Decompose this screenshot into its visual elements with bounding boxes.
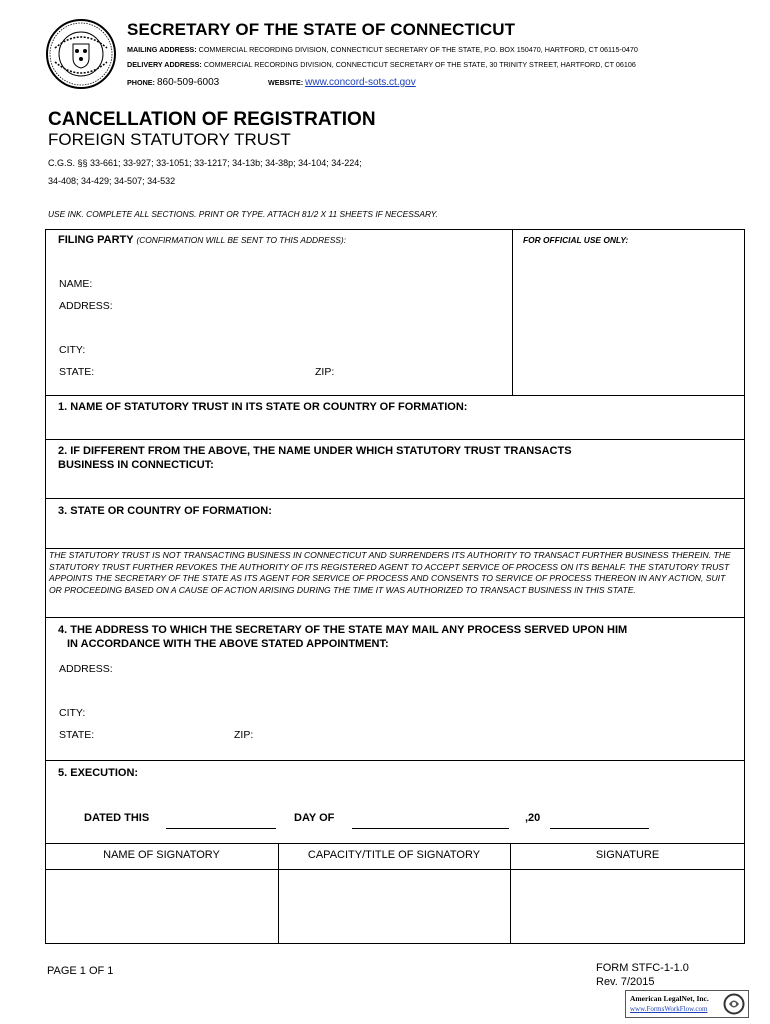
section-2-label-line-1: 2. IF DIFFERENT FROM THE ABOVE, THE NAME UNDER WHICH STATUTORY TRUST TRANSACTS <box>58 445 572 457</box>
form-title: CANCELLATION OF REGISTRATION <box>48 109 376 130</box>
publisher-logo <box>625 990 749 1018</box>
filing-party-note: (CONFIRMATION WILL BE SENT TO THIS ADDRESS): <box>136 235 346 245</box>
column-header-signature: SIGNATURE <box>595 849 660 861</box>
statute-citation-line-2: 34-408; 34-429; 34-507; 34-532 <box>48 176 176 186</box>
dated-month-field[interactable] <box>352 828 509 829</box>
filing-address-label: ADDRESS: <box>59 300 113 312</box>
section-2-label-line-2: BUSINESS IN CONNECTICUT: <box>58 459 214 471</box>
divider <box>45 760 745 761</box>
process-state-label: STATE: <box>59 729 95 741</box>
publisher-name: American LegalNet, Inc. <box>630 994 709 1003</box>
signatory-capacity-cell[interactable] <box>279 870 510 943</box>
statute-citation-line-1: C.G.S. §§ 33-661; 33-927; 33-1051; 33-1217; 34-13b; 34-38p; 34-104; 34-224; <box>48 158 362 168</box>
website-label: WEBSITE: <box>268 78 304 87</box>
website-link[interactable]: www.concord-sots.ct.gov <box>305 77 416 88</box>
signatory-signature-cell[interactable] <box>511 870 744 943</box>
filing-city-label: CITY: <box>59 344 86 356</box>
authority-surrender-statement: THE STATUTORY TRUST IS NOT TRANSACTING BUSINESS IN CONNECTICUT AND SURRENDERS ITS AUTHORITY TO TRANSACT FURTHER BUSINESS THEREIN. THE STATUTORY TRUST FURTHER REVOKES THE AUTHORITY OF ITS REGISTERED AGENT TO ACCEPT SERVICE OF PROCESS ON ITS BEHALF. THE STATUTORY TRUST APPOINTS THE SECRETARY OF THE STATE AS ITS AGENT FOR SERVICE OF PROCESS AND CONSENTS TO SERVICE OF PROCESS THEREON IN ANY ACTION, SUIT OR PROCEEDING BASED ON A CAUSE OF ACTION ARISING DURING THE TIME IT WAS AUTHORIZED TO TRANSACT BUSINESS IN THIS STATE. <box>49 550 731 596</box>
filing-party-label: FILING PARTY <box>58 234 134 246</box>
form-revision: Rev. 7/2015 <box>596 976 655 988</box>
process-city-label: CITY: <box>59 707 86 719</box>
column-header-capacity: CAPACITY/TITLE OF SIGNATORY <box>307 849 481 861</box>
dated-year-field[interactable] <box>550 828 649 829</box>
section-3-label: 3. STATE OR COUNTRY OF FORMATION: <box>58 505 272 517</box>
publisher-url[interactable]: www.FormsWorkFlow.com <box>630 1005 708 1013</box>
section-5-label: 5. EXECUTION: <box>58 767 139 779</box>
mailing-address-value: COMMERCIAL RECORDING DIVISION, CONNECTICUT SECRETARY OF THE STATE, P.O. BOX 150470, HARTFORD, CT 06115-0470 <box>198 45 638 54</box>
signatory-name-cell[interactable] <box>46 870 278 943</box>
section-1-label: 1. NAME OF STATUTORY TRUST IN ITS STATE OR COUNTRY OF FORMATION: <box>58 401 468 413</box>
divider <box>45 498 745 499</box>
agency-title: SECRETARY OF THE STATE OF CONNECTICUT <box>127 20 516 39</box>
mailing-address-label: MAILING ADDRESS: <box>127 45 197 54</box>
delivery-address-value: COMMERCIAL RECORDING DIVISION, CONNECTICUT SECRETARY OF THE STATE, 30 TRINITY STREET, HARTFORD, CT 06106 <box>203 60 636 69</box>
publisher-emblem-icon <box>723 993 745 1015</box>
form-subtitle: FOREIGN STATUTORY TRUST <box>48 130 291 149</box>
process-zip-label: ZIP: <box>234 729 254 741</box>
filing-zip-label: ZIP: <box>315 366 335 378</box>
official-use-label: FOR OFFICIAL USE ONLY: <box>523 235 629 245</box>
dated-this-label: DATED THIS <box>84 812 150 824</box>
delivery-address-label: DELIVERY ADDRESS: <box>127 60 202 69</box>
form-number: FORM STFC-1-1.0 <box>596 962 689 974</box>
divider <box>45 395 745 396</box>
section-4-label-line-1: 4. THE ADDRESS TO WHICH THE SECRETARY OF THE STATE MAY MAIL ANY PROCESS SERVED UPON HIM <box>58 624 628 636</box>
website-line <box>268 77 416 88</box>
filing-party-heading <box>58 234 346 246</box>
divider <box>45 548 745 549</box>
phone-line <box>127 77 219 88</box>
column-header-name: NAME OF SIGNATORY <box>103 849 220 861</box>
form-number-block <box>596 961 689 989</box>
divider <box>45 439 745 440</box>
official-use-divider <box>512 229 513 395</box>
phone-number: 860-509-6003 <box>156 77 220 88</box>
filing-name-label: NAME: <box>59 278 93 290</box>
section-4-label-line-2: IN ACCORDANCE WITH THE ABOVE STATED APPOINTMENT: <box>67 638 389 650</box>
dated-day-field[interactable] <box>166 828 276 829</box>
phone-label: PHONE: <box>127 78 155 87</box>
mailing-address-line <box>127 45 638 54</box>
day-of-label: DAY OF <box>294 812 335 824</box>
page-number: PAGE 1 OF 1 <box>47 965 114 977</box>
instructions: USE INK. COMPLETE ALL SECTIONS. PRINT OR TYPE. ATTACH 81/2 X 11 SHEETS IF NECESSARY. <box>48 209 438 219</box>
process-address-label: ADDRESS: <box>59 663 113 675</box>
delivery-address-line <box>127 60 636 69</box>
year-prefix-label: ,20 <box>525 812 541 824</box>
filing-state-label: STATE: <box>59 366 95 378</box>
state-seal-icon <box>45 18 117 90</box>
table-top-border <box>45 843 745 844</box>
divider <box>45 617 745 618</box>
